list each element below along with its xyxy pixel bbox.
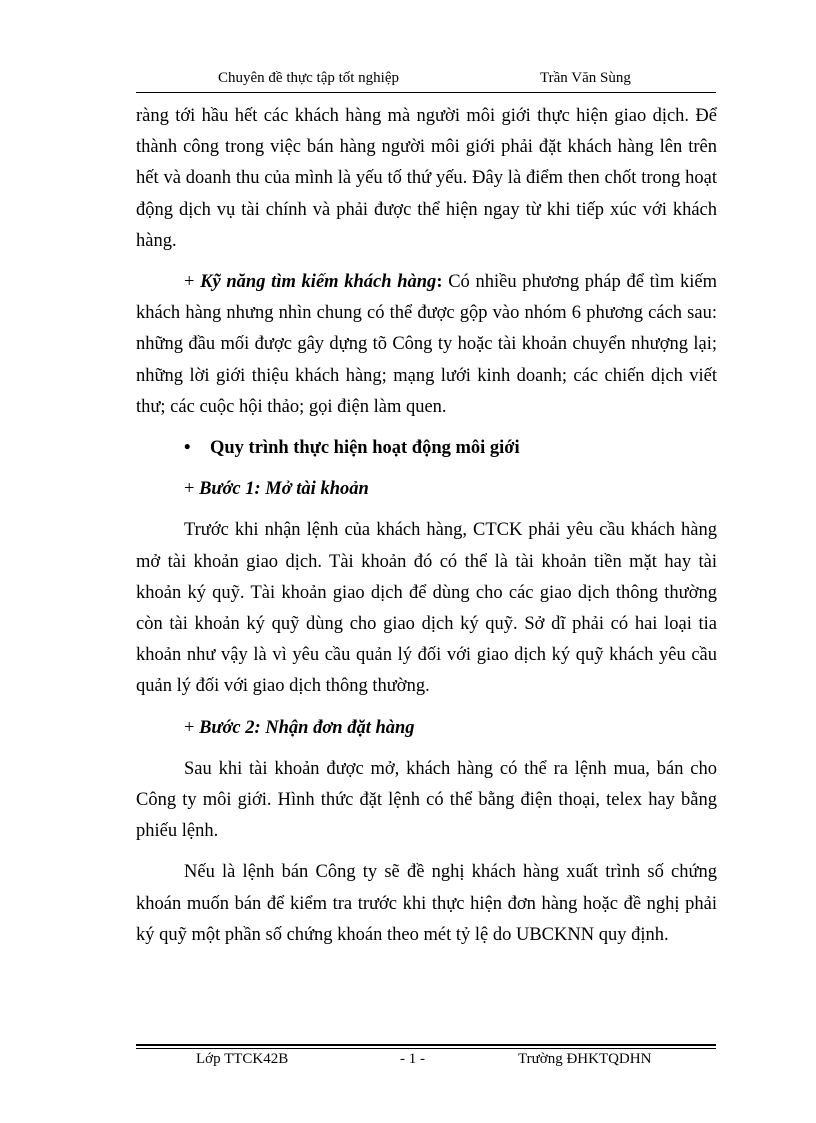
step-2-heading xyxy=(136,713,717,744)
step-prefix: + xyxy=(184,479,200,500)
footer-rule-thin xyxy=(136,1048,716,1049)
paragraph-continuation: ràng tới hầu hết các khách hàng mà người môi giới thực hiện giao dịch. Để thành công trong việc bán hàng người môi giới phải đặt khách hàng lên trên hết và doanh thu của mình là yếu tố thứ yếu. Đây là điểm then chốt trong hoạt động dịch vụ tài chính và phải được thể hiện ngay từ khi tiếp xúc với khách hàng. xyxy=(136,106,717,251)
step-1-heading xyxy=(136,474,717,505)
document-body xyxy=(136,101,717,951)
footer-class: Lớp TTCK42B xyxy=(196,1051,289,1067)
paragraph-open-account: Trước khi nhận lệnh của khách hàng, CTCK phải yêu cầu khách hàng mở tài khoản giao dịch. Tài khoản đó có thể là tài khoản tiền mặt hay tài khoản ký quỹ. Tài khoản giao dịch để dùng cho các giao dịch thông thường còn tài khoản ký quỹ dùng cho giao dịch ký quỹ. Sở dĩ phải có hai loại tia khoản như vậy là vì yêu cầu quản lý đối với giao dịch ký quỹ khách yêu cầu quản lý đối với giao dịch thông thường. xyxy=(136,520,717,697)
paragraph-order-receive: Sau khi tài khoản được mở, khách hàng có thể ra lệnh mua, bán cho Công ty môi giới. Hình thức đặt lệnh có thể bằng điện thoại, telex hay bằng phiếu lệnh. xyxy=(136,758,717,842)
paragraph-customer-search xyxy=(136,267,717,423)
term-colon: : xyxy=(436,272,443,293)
footer-page-number: - 1 - xyxy=(400,1051,425,1067)
page-footer xyxy=(136,1051,716,1073)
paragraph-prefix: + xyxy=(184,272,201,293)
footer-rule-thick xyxy=(136,1044,716,1046)
footer-school: Trường ĐHKTQDHN xyxy=(518,1051,652,1067)
bullet-icon: • xyxy=(184,438,191,459)
step-2-label: Bước 2: Nhận đơn đặt hàng xyxy=(199,717,415,738)
section-heading xyxy=(136,433,717,464)
page-header xyxy=(136,68,716,90)
step-prefix: + xyxy=(184,717,200,738)
step-1-label: Bước 1: Mở tài khoản xyxy=(199,479,369,500)
term-customer-search: Kỹ năng tìm kiếm khách hàng xyxy=(200,272,437,293)
header-title: Chuyên đề thực tập tốt nghiệp xyxy=(218,70,400,86)
header-rule xyxy=(136,92,716,93)
paragraph-text: Có nhiều phương pháp để tìm kiếm khách hàng nhưng nhìn chung có thể được gộp vào nhóm 6 phương cách sau: những đầu mối được gây dựng tõ Công ty hoặc tài khoản chuyển nhượng lại; những lời giới thiệu khách hàng; mạng lưới kinh doanh; các chiến dịch viết thư; các cuộc hội thảo; gọi điện làm quen. xyxy=(136,272,717,417)
heading-text: Quy trình thực hiện hoạt động môi giới xyxy=(210,438,520,459)
paragraph-sell-order: Nếu là lệnh bán Công ty sẽ đề nghị khách hàng xuất trình số chứng khoán muốn bán để kiểm tra trước khi thực hiện đơn hàng hoặc đề nghị phải ký quỹ một phần số chứng khoán theo mét tỷ lệ do UBCKNN quy định. xyxy=(136,862,717,945)
header-author: Trần Văn Sùng xyxy=(540,70,631,86)
